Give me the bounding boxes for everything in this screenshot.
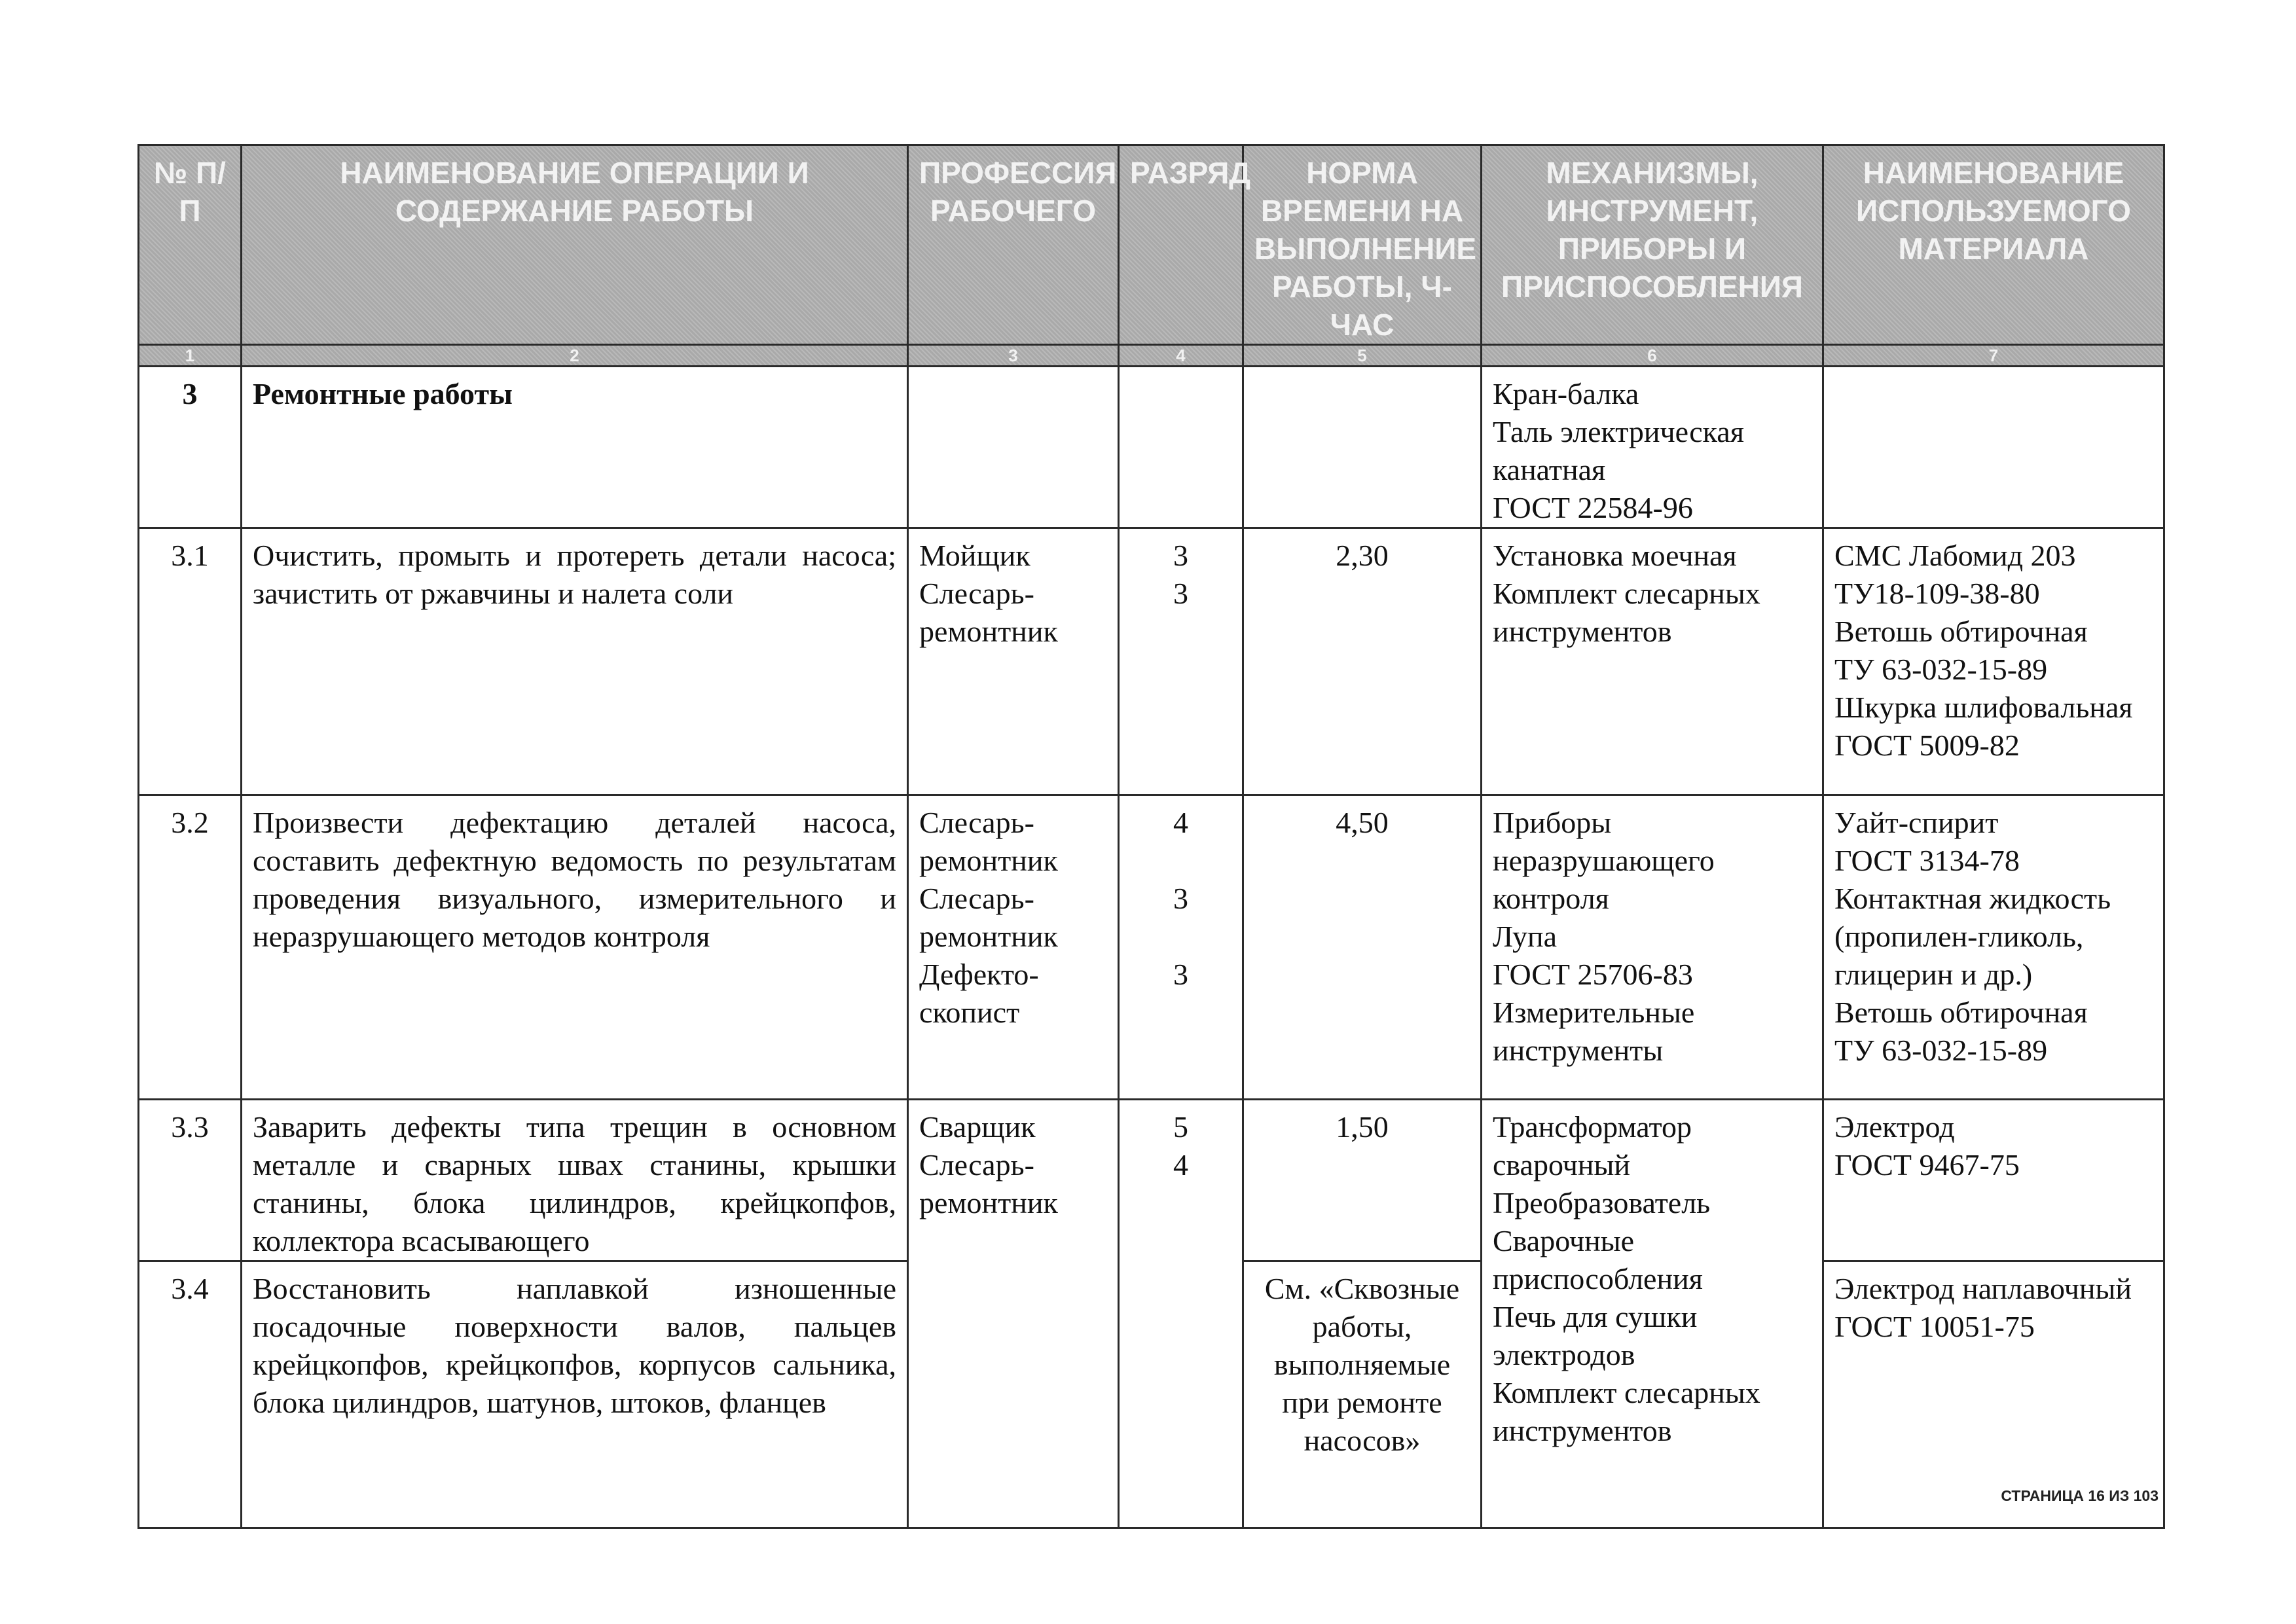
page-number: СТРАНИЦА 16 ИЗ 103 (2001, 1487, 2159, 1504)
row-number: 3.4 (139, 1261, 242, 1528)
header-number-row (139, 345, 2164, 367)
table-header (139, 145, 2164, 367)
mechanisms-cell: Кран-балка Таль электрическая канатная ГОСТ 22584-96 (1482, 367, 1823, 528)
profession-cell: Слесарь-ремонтник Слесарь-ремонтник Дефекто-скопист (908, 795, 1119, 1100)
operation-cell: Произвести дефектацию деталей насоса, составить дефектную ведомость по результатам проведения визуального, измерительного и неразрушающего методов контроля (242, 795, 908, 1100)
time-norm-cell: 2,30 (1243, 528, 1482, 795)
table-row (139, 528, 2164, 795)
mechanisms-cell: Приборы неразрушающего контроля Лупа ГОСТ 25706-83 Измерительные инструменты (1482, 795, 1823, 1100)
grade-cell: 5 4 (1119, 1100, 1243, 1528)
table-row (139, 367, 2164, 528)
grade-cell: 3 3 (1119, 528, 1243, 795)
table-row (139, 795, 2164, 1100)
profession-cell (908, 367, 1119, 528)
operation-cell: Заварить дефекты типа трещин в основном металле и сварных швах станины, крышки станины, блока цилиндров, крейцкопфов, коллектора всасывающего (242, 1100, 908, 1261)
header-material: НАИМЕНОВАНИЕ ИСПОЛЬЗУЕМОГО МАТЕРИАЛА (1823, 145, 2164, 345)
mechanisms-cell: Установка моечная Комплект слесарных инструментов (1482, 528, 1823, 795)
material-cell: Электрод наплавочный ГОСТ 10051-75 (1823, 1261, 2164, 1528)
operation-cell: Восстановить наплавкой изношенные посадочные поверхности валов, пальцев крейцкопфов, крейцкопфов, корпусов сальника, блока цилиндров, шатунов, штоков, фланцев (242, 1261, 908, 1528)
material-cell: СМС Лабомид 203 ТУ18-109-38-80 Ветошь обтирочная ТУ 63-032-15-89 Шкурка шлифовальная ГОСТ 5009-82 (1823, 528, 2164, 795)
row-number: 3.2 (139, 795, 242, 1100)
row-number: 3.3 (139, 1100, 242, 1261)
repair-operations-table (137, 144, 2165, 1529)
time-norm-cell: См. «Сквозные работы, выполняемые при ремонте насосов» (1243, 1261, 1482, 1528)
header-mechanisms: МЕХАНИЗМЫ, ИНСТРУМЕНТ, ПРИБОРЫ И ПРИСПОСОБЛЕНИЯ (1482, 145, 1823, 345)
header-time-norm: НОРМА ВРЕМЕНИ НА ВЫПОЛНЕНИЕ РАБОТЫ, Ч-ЧАС (1243, 145, 1482, 345)
column-number: 1 (139, 345, 242, 367)
row-number: 3.1 (139, 528, 242, 795)
column-number: 7 (1823, 345, 2164, 367)
time-norm-cell: 1,50 (1243, 1100, 1482, 1261)
header-operation: НАИМЕНОВАНИЕ ОПЕРАЦИИ И СОДЕРЖАНИЕ РАБОТЫ (242, 145, 908, 345)
material-cell (1823, 367, 2164, 528)
operation-cell: Очистить, промыть и протереть детали насоса; зачистить от ржавчины и налета соли (242, 528, 908, 795)
material-cell: Электрод ГОСТ 9467-75 (1823, 1100, 2164, 1261)
grade-cell: 4 3 3 (1119, 795, 1243, 1100)
mechanisms-cell: Трансформатор сварочный Преобразователь Сварочные приспособления Печь для сушки электродов Комплект слесарных инструментов (1482, 1100, 1823, 1528)
header-row (139, 145, 2164, 345)
time-norm-cell (1243, 367, 1482, 528)
material-cell: Уайт-спирит ГОСТ 3134-78 Контактная жидкость (пропилен-гликоль, глицерин и др.) Ветошь обтирочная ТУ 63-032-15-89 (1823, 795, 2164, 1100)
column-number: 6 (1482, 345, 1823, 367)
operation-cell: Ремонтные работы (242, 367, 908, 528)
header-no: № П/П (139, 145, 242, 345)
header-profession: ПРОФЕССИЯ РАБОЧЕГО (908, 145, 1119, 345)
grade-cell (1119, 367, 1243, 528)
table-row (139, 1100, 2164, 1261)
time-norm-cell: 4,50 (1243, 795, 1482, 1100)
profession-cell: Сварщик Слесарь-ремонтник (908, 1100, 1119, 1528)
column-number: 5 (1243, 345, 1482, 367)
column-number: 2 (242, 345, 908, 367)
profession-cell: Мойщик Слесарь-ремонтник (908, 528, 1119, 795)
column-number: 3 (908, 345, 1119, 367)
column-number: 4 (1119, 345, 1243, 367)
header-grade: РАЗРЯД (1119, 145, 1243, 345)
row-number: 3 (139, 367, 242, 528)
